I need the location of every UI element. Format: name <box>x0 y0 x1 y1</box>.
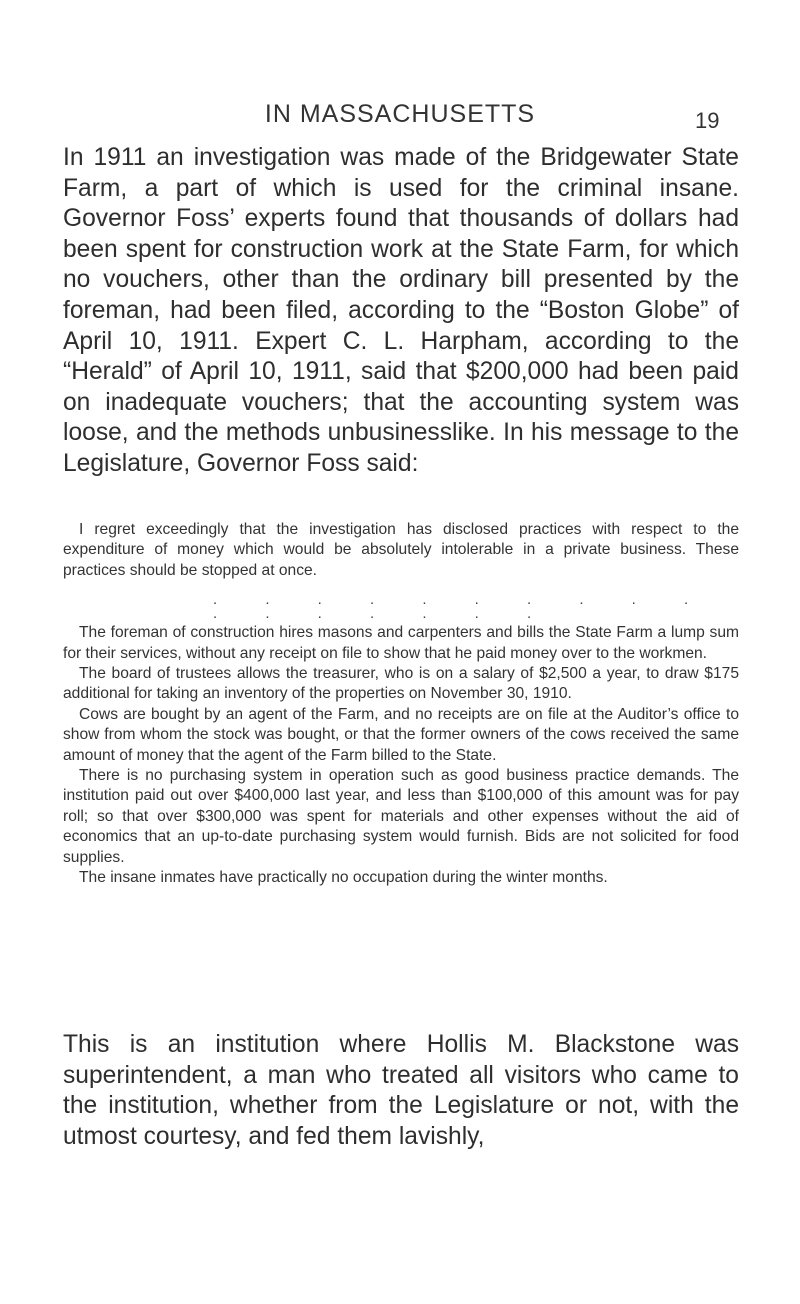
quote-paragraph-5: There is no purchasing system in operation such as good business practice demands. The institution paid out over $400,000 last year, and less than $100,000 of this amount was for pay roll; so that over $300,000 was spent for materials and other expenses without the aid of economics that an up-to-date purchasing system would furnish. Bids are not solicited for food supplies. <box>63 767 739 866</box>
quote-paragraph-2: The foreman of construction hires masons and carpenters and bills the State Farm a lump sum for their services, without any receipt on file to show that he paid money over to the workmen. <box>63 624 739 662</box>
ellipsis-separator: . . . . . . . . . . . . . . . . . <box>213 591 711 623</box>
quote-paragraph-4: Cows are bought by an agent of the Farm, and no receipts are on file at the Auditor’s office to show from whom the stock was bought, or that the former owners of the cows received the same amount of money that the agent of the Farm billed to the State. <box>63 705 739 764</box>
running-head: IN MASSACHUSETTS <box>264 100 536 128</box>
quote-paragraph-1: I regret exceedingly that the investigation has disclosed practices with respect to the expenditure of money which would be absolutely intolerable in a private business. These practices should be stopped at once. <box>63 521 739 579</box>
block-quote <box>63 520 739 889</box>
body-paragraph-2: This is an institution where Hollis M. Blackstone was superintendent, a man who treated all visitors who came to the institution, whether from the Legislature or not, with the utmost courtesy, and fed them lavishly, <box>63 1031 739 1150</box>
quote-paragraph-6: The insane inmates have practically no occupation during the winter months. <box>79 869 608 887</box>
quote-paragraph-3: The board of trustees allows the treasurer, who is on a salary of $2,500 a year, to draw $175 additional for taking an inventory of the properties on November 30, 1910. <box>63 665 739 703</box>
body-paragraph-1: In 1911 an investigation was made of the Bridgewater State Farm, a part of which is used for the criminal insane. Governor Foss’ experts found that thousands of dollars had been spent for construction work at the State Farm, for which no vouchers, other than the ordinary bill presented by the foreman, had been filed, according to the “Boston Globe” of April 10, 1911. Expert C. L. Harpham, according to the “Herald” of April 10, 1911, said that $200,000 had been paid on inadequate vouchers; that the accounting system was loose, and the methods unbusinesslike. In his message to the Legislature, Governor Foss said: <box>63 144 739 477</box>
page-number: 19 <box>695 108 720 133</box>
